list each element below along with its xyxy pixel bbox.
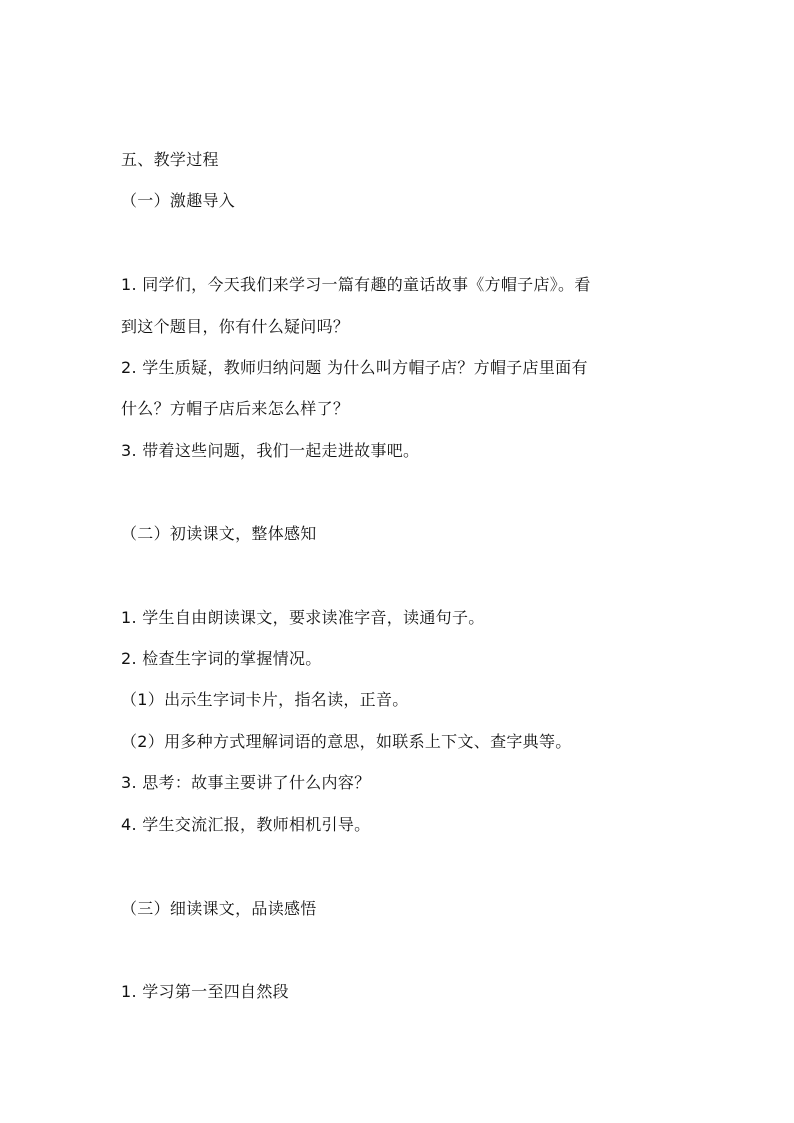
part1-line-2: 2. 学生质疑，教师归纳问题 为什么叫方帽子店？方帽子店里面有 [121,358,588,377]
part2-line-6: 4. 学生交流汇报，教师相机引导。 [121,815,371,834]
part2-line-4: （2）用多种方式理解词语的意思，如联系上下文、查字典等。 [121,732,572,751]
part2-line-3: （1）出示生字词卡片，指名读，正音。 [121,690,409,709]
section-title: 五、教学过程 [121,150,219,169]
part1-line-2-cont: 什么？方帽子店后来怎么样了？ [121,399,350,418]
part1-line-1-cont: 到这个题目，你有什么疑问吗？ [121,317,350,336]
part3-line-1: 1. 学习第一至四自然段 [121,982,289,1001]
part2-line-5: 3. 思考：故事主要讲了什么内容？ [121,773,371,792]
part1-line-3: 3. 带着这些问题，我们一起走进故事吧。 [121,441,420,460]
part1-heading: （一）激趣导入 [121,191,236,210]
part3-heading: （三）细读课文，品读感悟 [121,899,317,918]
part2-heading: （二）初读课文，整体感知 [121,524,317,543]
part1-line-1: 1. 同学们，今天我们来学习一篇有趣的童话故事《方帽子店》。看 [121,275,591,294]
part2-line-2: 2. 检查生字词的掌握情况。 [121,649,322,668]
part2-line-1: 1. 学生自由朗读课文，要求读准字音，读通句子。 [121,608,485,627]
